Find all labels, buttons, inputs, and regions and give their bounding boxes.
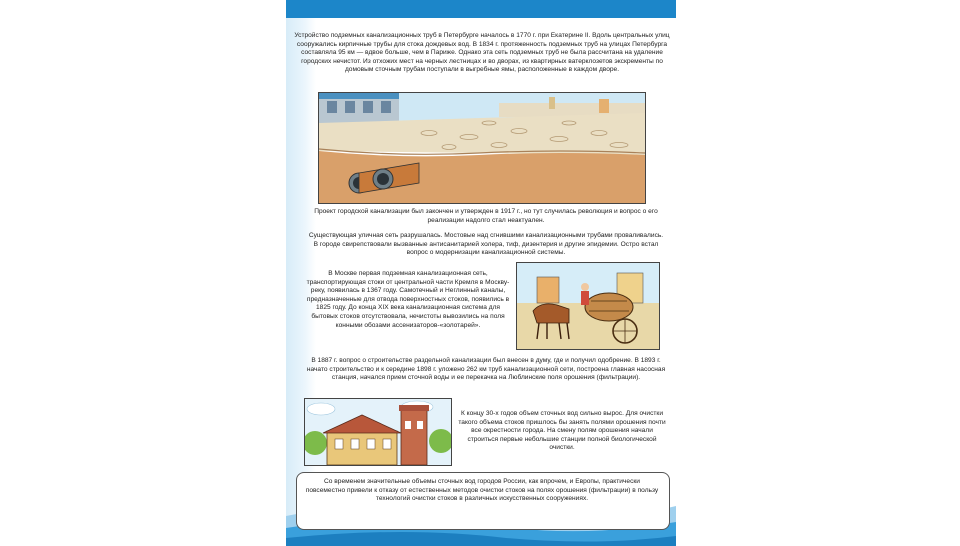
illustration-pumping-station-buildings [304,398,452,466]
paragraph-network-collapse: Существующая уличная сеть разрушалась. Мостовые над сгнившими канализационными трубами проваливались. В городе свирепствовали вызванные антисанитарией холера, тиф, дизентерия и другие эпидемии. Остро встал вопрос о модернизации канализационной системы. [308,232,664,257]
header-bar [286,0,676,18]
paragraph-sewer-project-1917: Проект городской канализации был закончен и утвержден в 1917 г., но тут случилась революция и вопрос о его реализации надолго стал неактуален. [314,208,658,224]
paragraph-conclusion: Со временем значительные объемы сточных вод городов России, как впрочем, и Европы, практически повсеместно привели к отказу от естественных методов очистки стоков на полях орошения (фильтрации) в пользу технологий очистки стоков в различных искусственных сооружениях. [305,478,659,503]
document-page [286,0,676,546]
illustration-horse-barrel-cart [516,262,660,350]
paragraph-petersburg-history: Устройство подземных канализационных труб в Петербурге началось в 1770 г. при Екатерине II. Вдоль центральных улиц сооружались кирпичные трубы для стока дождевых вод. В 1834 г. протяженность подземных труб на улицах Петербурга составляла 95 км — вдвое больше, чем в Париже. Однако эта сеть подземных труб не была рассчитана на удаление городских нечистот. Из отхожих мест на черных лестницах и во дворах, из квартирных ватерклозетов экскременты по домовым сточным трубам поступали в выгребные ямы, расположенные в каждом дворе. [294,32,670,74]
paragraph-moscow-1887-sewer: В 1887 г. вопрос о строительстве раздельной канализации был внесен в думу, где и получил одобрение. В 1893 г. начато строительство и к середине 1898 г. уложено 262 км труб канализационной сети, построена главная насосная станция, начался прием сточной воды и ее перекачка на Люблинские поля орошения (фильтрации). [306,357,666,382]
illustration-street-sewer-pipes [318,92,646,204]
paragraph-moscow-first-sewer: В Москве первая подземная канализационная сеть, транспортирующая стоки от центральной части Кремля в Москву-реку, появилась в 1367 году. Самотечный и Неглинный каналы, предназначенные для отвода поверхностных стоков, появились в 1825 году. До конца XIX века канализационная система для бытовых стоков отсутствовала, нечистоты вывозились на поля конными обозами ассенизаторов-«золотарей». [306,270,510,329]
paragraph-biological-treatment: К концу 30-х годов объем сточных вод сильно вырос. Для очистки такого объема стоков пришлось бы занять полями орошения почти все окрестности города. На смену полям орошения начали строиться первые небольшие станции полной биологической очистки. [458,410,666,452]
